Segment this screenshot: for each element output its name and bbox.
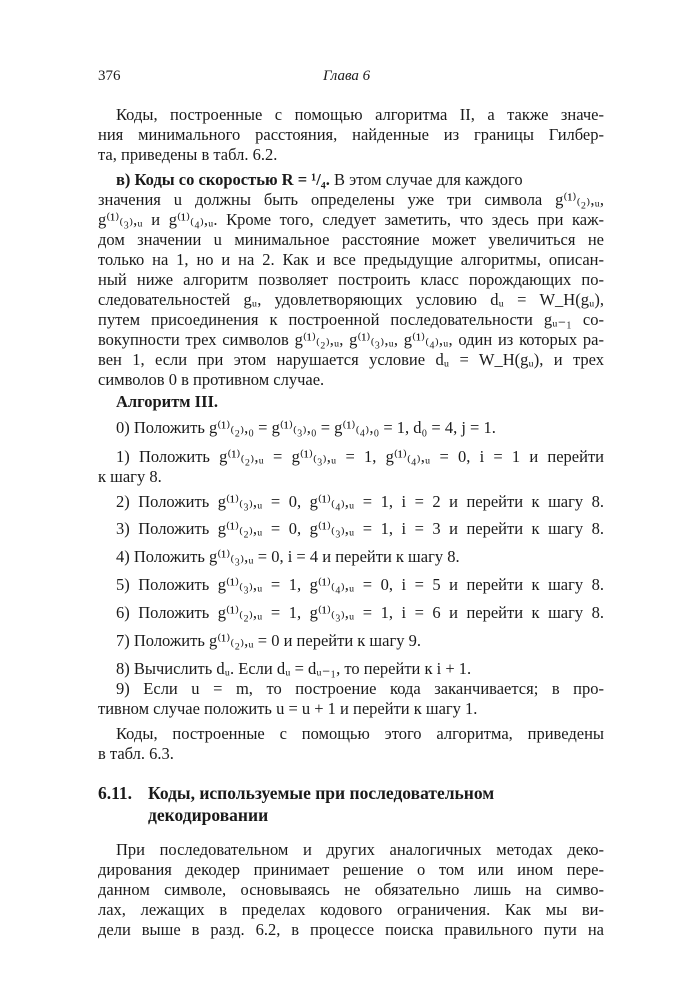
body-line: дели выше в разд. 6.2, в процессе поиска правильного пути на xyxy=(98,920,604,939)
body-line: лах, лежащих в пределах кодового ограничения. Как мы ви- xyxy=(98,900,604,919)
algorithm-step: 4) Положить g⁽¹⁾₍₃₎,ᵤ = 0, i = 4 и перейти к шагу 8. xyxy=(116,547,460,566)
chapter-header: Глава 6 xyxy=(323,68,371,84)
body-line: дирования декодер принимает решение о том или ином пере- xyxy=(98,860,604,879)
closing-line: Коды, построенные с помощью этого алгоритма, приведены xyxy=(116,724,604,743)
algorithm-step: 8) Вычислить dᵤ. Если dᵤ = dᵤ₋₁, то перейти к i + 1. xyxy=(116,659,472,678)
body-line: данном символе, основываясь не обязательно лишь на симво- xyxy=(98,880,604,899)
algorithm-step: 6) Положить g⁽¹⁾₍₂₎,ᵤ = 1, g⁽¹⁾₍₃₎,ᵤ = 1, i = 6 и перейти к шагу 8. xyxy=(116,603,604,622)
algorithm-step: тивном случае положить u = u + 1 и перейти к шагу 1. xyxy=(98,699,478,718)
subsection-line: В этом случае для каждого xyxy=(333,170,523,189)
subsection-line: следовательностей gᵤ, удовлетворяющих условию dᵤ = W_H(gᵤ), xyxy=(98,290,604,309)
subsection-heading xyxy=(116,170,523,190)
subsection-line: вокупности трех символов g⁽¹⁾₍₂₎,ᵤ, g⁽¹⁾₍₃₎,ᵤ, g⁽¹⁾₍₄₎,ᵤ, один из которых ра- xyxy=(98,330,604,349)
algorithm-step: 5) Положить g⁽¹⁾₍₃₎,ᵤ = 1, g⁽¹⁾₍₄₎,ᵤ = 0, i = 5 и перейти к шагу 8. xyxy=(116,575,604,594)
section-title: декодировании xyxy=(148,805,269,825)
algorithm-step: 9) Если u = m, то построение кода заканчивается; в про- xyxy=(116,679,604,698)
subsection-line: вен 1, если при этом нарушается условие dᵤ = W_H(gᵤ), и трех xyxy=(98,350,604,369)
subsection-line: ный ниже алгоритм позволяет построить класс порождающих по- xyxy=(98,270,604,289)
algorithm-step: 0) Положить g⁽¹⁾₍₂₎,₀ = g⁽¹⁾₍₃₎,₀ = g⁽¹⁾₍₄₎,₀ = 1, d₀ = 4, j = 1. xyxy=(116,418,496,437)
subsection-line: только на 1, но и на 2. Как и все предыдущие алгоритмы, описан- xyxy=(98,250,604,269)
intro-line: ния минимального расстояния, найденные из границы Гилбер- xyxy=(98,125,604,144)
subsection-line: дом значении u минимальное расстояние может увеличиться не xyxy=(98,230,604,249)
section-title: Коды, используемые при последовательном xyxy=(148,783,495,803)
algorithm-title: Алгоритм III. xyxy=(116,392,219,411)
algorithm-step: к шагу 8. xyxy=(98,467,162,486)
subsection-line: g⁽¹⁾₍₃₎,ᵤ и g⁽¹⁾₍₄₎,ᵤ. Кроме того, следует заметить, что здесь при каж- xyxy=(98,210,604,229)
closing-line: в табл. 6.3. xyxy=(98,744,174,763)
algorithm-step: 2) Положить g⁽¹⁾₍₃₎,ᵤ = 0, g⁽¹⁾₍₄₎,ᵤ = 1, i = 2 и перейти к шагу 8. xyxy=(116,492,604,511)
subsection-title: в) Коды со скоростью R = ¹/₄. xyxy=(116,170,330,189)
intro-line: Коды, построенные с помощью алгоритма II, а также значе- xyxy=(116,105,604,124)
page-number: 376 xyxy=(98,68,121,84)
intro-line: та, приведены в табл. 6.2. xyxy=(98,145,278,164)
algorithm-step: 3) Положить g⁽¹⁾₍₂₎,ᵤ = 0, g⁽¹⁾₍₃₎,ᵤ = 1, i = 3 и перейти к шагу 8. xyxy=(116,519,604,538)
section-number: 6.11. xyxy=(98,783,133,803)
subsection-line: путем присоединения к построенной последовательности gᵤ₋₁ со- xyxy=(98,310,604,329)
body-line: При последовательном и других аналогичных методах деко- xyxy=(116,840,604,859)
algorithm-step: 1) Положить g⁽¹⁾₍₂₎,ᵤ = g⁽¹⁾₍₃₎,ᵤ = 1, g⁽¹⁾₍₄₎,ᵤ = 0, i = 1 и перейти xyxy=(116,447,604,466)
subsection-line: символов 0 в противном случае. xyxy=(98,370,325,389)
algorithm-step: 7) Положить g⁽¹⁾₍₂₎,ᵤ = 0 и перейти к шагу 9. xyxy=(116,631,421,650)
subsection-line: значения u должны быть определены уже три символа g⁽¹⁾₍₂₎,ᵤ, xyxy=(98,190,604,209)
